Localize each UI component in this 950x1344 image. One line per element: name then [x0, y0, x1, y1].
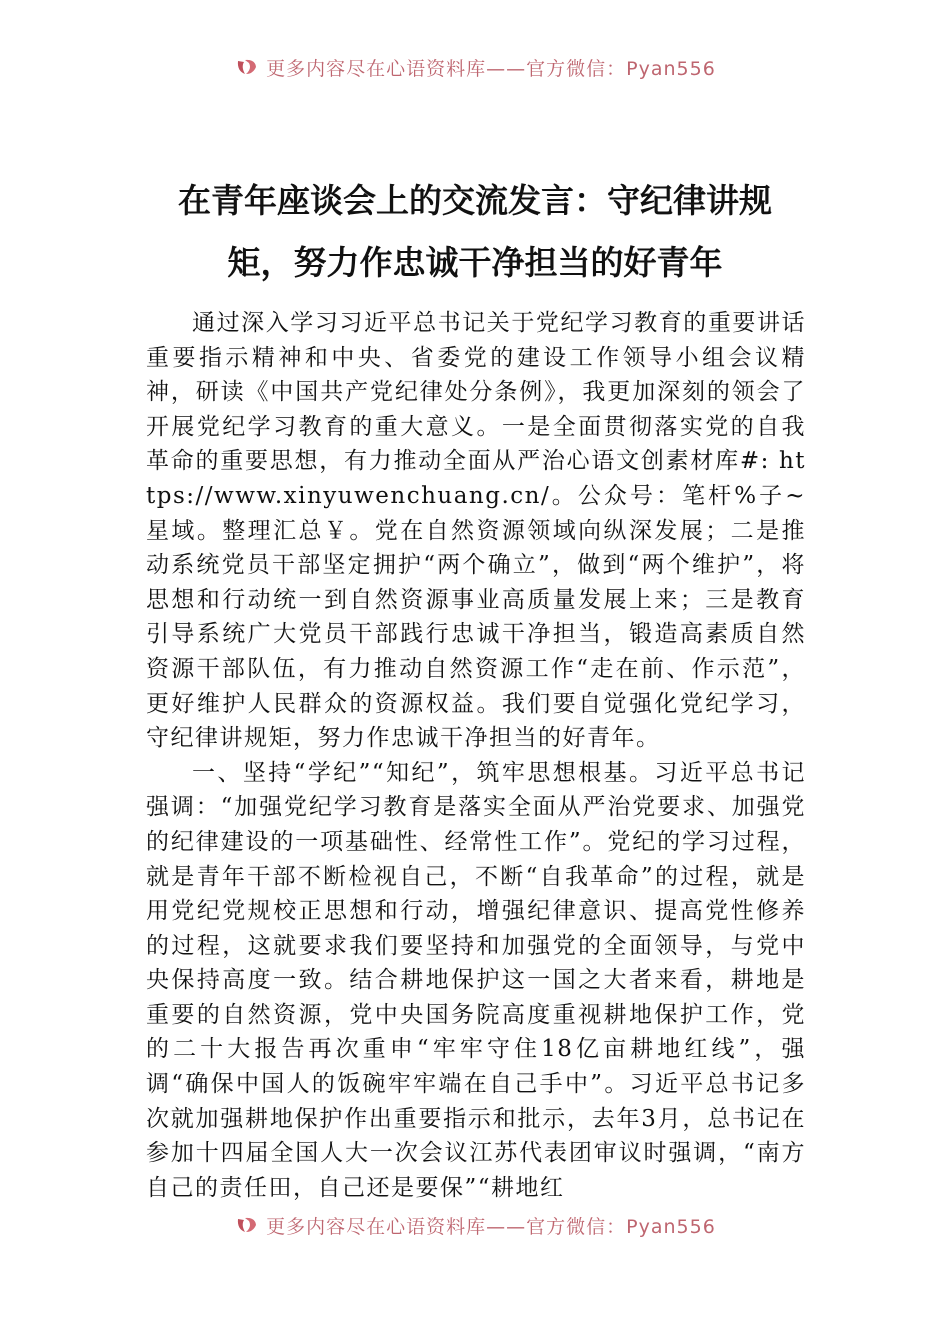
header-watermark-text: 更多内容尽在心语资料库——官方微信：Pyan556 — [266, 57, 716, 80]
document-title — [140, 170, 810, 294]
header-watermark-banner — [0, 52, 950, 82]
document-body — [146, 306, 806, 1205]
title-line-2: 矩，努力作忠诚干净担当的好青年 — [227, 243, 723, 282]
brand-logo-icon — [234, 1214, 260, 1236]
paragraph-section-1: 一、坚持“学纪”“知纪”，筑牢思想根基。习近平总书记强调：“加强党纪学习教育是落实全面从严治党要求、加强党的纪律建设的一项基础性、经常性工作”。党纪的学习过程，就是青年干部不断检视自己，不断“自我革命”的过程，就是用党纪党规校正思想和行动，增强纪律意识、提高党性修养的过程，这就要求我们要坚持和加强党的全面领导，与党中央保持高度一致。结合耕地保护这一国之大者来看，耕地是重要的自然资源，党中央国务院高度重视耕地保护工作，党的二十大报告再次重申“牢牢守住18亿亩耕地红线”，强调“确保中国人的饭碗牢牢端在自己手中”。习近平总书记多次就加强耕地保护作出重要指示和批示，去年3月，总书记在参加十四届全国人大一次会议江苏代表团审议时强调，“南方自己的责任田，自己还是要保”“耕地红 — [146, 759, 806, 1201]
footer-watermark-text: 更多内容尽在心语资料库——官方微信：Pyan556 — [266, 1215, 716, 1238]
paragraph-intro: 通过深入学习习近平总书记关于党纪学习教育的重要讲话重要指示精神和中央、省委党的建设工作领导小组会议精神，研读《中国共产党纪律处分条例》，我更加深刻的领会了开展党纪学习教育的重大意义。一是全面贯彻落实党的自我革命的重要思想，有力推动全面从严治心语文创素材库#: https://www.xinyuwenchuang.cn/。公众号：笔杆%子~星域。整理汇总￥。党在自然资源领域向纵深发展；二是推动系统党员干部坚定拥护“两个确立”，做到“两个维护”，将思想和行动统一到自然资源事业高质量发展上来；三是教育引导系统广大党员干部践行忠诚干净担当，锻造高素质自然资源干部队伍，有力推动自然资源工作“走在前、作示范”，更好维护人民群众的资源权益。我们要自觉强化党纪学习，守纪律讲规矩，努力作忠诚干净担当的好青年。 — [146, 310, 806, 752]
brand-logo-icon — [234, 56, 260, 78]
title-line-1: 在青年座谈会上的交流发言：守纪律讲规 — [178, 181, 772, 220]
footer-watermark-banner — [0, 1210, 950, 1240]
